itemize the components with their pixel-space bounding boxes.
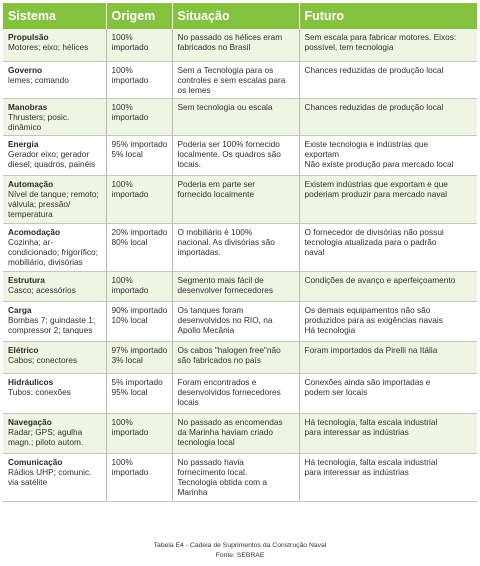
system-detail-line: magn.; piloto autom. <box>8 436 84 447</box>
situacao-line: Sem a Tecnologia para os <box>177 64 274 75</box>
futuro-line: Existem indústrias que exportam e que <box>304 178 448 189</box>
cell-situacao <box>172 301 299 341</box>
cell-sistema <box>3 453 106 501</box>
futuro-line: Condições de avanço e aperfeiçoamento <box>304 274 456 285</box>
system-detail-line: Motores; eixo; hélices <box>8 42 89 52</box>
futuro-line: Os demais equipamentos não são <box>304 304 431 315</box>
futuro-line: Conexões ainda são importadas e <box>304 376 431 387</box>
system-name: Automação <box>8 178 54 189</box>
cell-origem <box>106 135 172 175</box>
cell-sistema <box>3 301 106 341</box>
cell-situacao <box>172 341 299 373</box>
system-detail-line: mobiliário, divisórias <box>8 256 83 267</box>
cell-situacao <box>172 413 299 453</box>
table-body <box>3 29 477 501</box>
system-detail-line: Nível de tanque; remoto; <box>8 188 99 199</box>
cell-futuro <box>299 341 477 373</box>
futuro-line: para interessar as indústrias <box>304 426 409 437</box>
cell-sistema <box>3 271 106 301</box>
origem-line: importado <box>111 284 149 295</box>
system-detail-line: válvula; pressão/ <box>8 198 71 209</box>
table-row <box>3 453 477 501</box>
cell-sistema <box>3 413 106 453</box>
table-row <box>3 341 477 373</box>
futuro-line: possível, tem tecnologia <box>304 42 394 52</box>
system-detail-line: lemes; comando <box>8 74 69 85</box>
system-detail-line: Radar; GPS; agulha <box>8 426 83 437</box>
futuro-line: produzidos para as exigências navais <box>304 314 443 325</box>
cell-sistema <box>3 373 106 413</box>
cell-futuro <box>299 453 477 501</box>
cell-origem <box>106 29 172 61</box>
table-row <box>3 29 477 61</box>
origem-line: 100% <box>111 274 133 285</box>
system-name: Hidráulicos <box>8 376 54 387</box>
origem-line: 100% <box>111 416 133 427</box>
futuro-line: Sem escala para fabricar motores. Eixos: <box>304 32 457 42</box>
situacao-line: Segmento mais fácil de <box>177 274 264 285</box>
table-source: Fonte: SEBRAE <box>215 552 265 559</box>
system-detail-line: dinâmico <box>8 121 42 132</box>
cell-situacao <box>172 61 299 98</box>
cell-situacao <box>172 175 299 223</box>
table-row <box>3 135 477 175</box>
cell-futuro <box>299 135 477 175</box>
futuro-line: podem ser locais <box>304 386 368 397</box>
origem-line: 20% importado <box>111 226 168 237</box>
system-detail-line: Cabos; conectores <box>8 354 78 365</box>
table-row <box>3 413 477 453</box>
origem-line: 100% <box>111 101 133 112</box>
origem-line: 97% importado <box>111 344 168 355</box>
system-detail-line: Tubos; conexões <box>8 386 71 397</box>
system-name: Navegação <box>8 416 52 427</box>
futuro-line: naval <box>304 246 325 257</box>
cell-situacao <box>172 223 299 271</box>
origem-line: 95% local <box>111 386 148 397</box>
system-name: Energia <box>8 138 39 149</box>
origem-line: 100% <box>111 64 133 75</box>
futuro-line: para interessar as indústrias <box>304 466 409 477</box>
system-detail-line: Cozinha; ar- <box>8 236 54 247</box>
cell-origem <box>106 301 172 341</box>
situacao-line: Apollo Mecânia <box>177 324 235 335</box>
cell-sistema <box>3 135 106 175</box>
cell-origem <box>106 98 172 135</box>
header-origem: Origem <box>106 3 172 29</box>
cell-futuro <box>299 373 477 413</box>
system-detail-line: compressor 2; tanques <box>8 324 93 335</box>
situacao-line: Tecnologia obtida com a <box>177 476 267 487</box>
cell-origem <box>106 453 172 501</box>
futuro-line: Há tecnologia, falta escala industrial <box>304 456 438 467</box>
futuro-line: Há tecnologia <box>304 324 356 335</box>
system-detail-line: Thrusters; posic. <box>8 111 70 122</box>
situacao-line: desenvolvidos no RIO, na <box>177 314 273 325</box>
futuro-line: tecnologia atualizada para o padrão <box>304 236 437 247</box>
origem-line: 100% <box>111 32 133 42</box>
situacao-line: locais. <box>177 158 202 169</box>
situacao-line: No passado havia <box>177 456 244 467</box>
cell-situacao <box>172 29 299 61</box>
situacao-line: fornecido localmente <box>177 188 255 199</box>
origem-line: 90% importado <box>111 304 168 315</box>
futuro-line: exportam <box>304 148 340 159</box>
origem-line: importado <box>111 188 149 199</box>
situacao-line: são fabricados no país <box>177 354 261 365</box>
situacao-line: Poderia ser 100% fornecido <box>177 138 280 149</box>
cell-sistema <box>3 98 106 135</box>
origem-line: 95% importado <box>111 138 168 149</box>
header-sistema: Sistema <box>3 3 106 29</box>
situacao-line: Os cabos "halogen free"não <box>177 344 281 355</box>
system-detail-line: Rádios UHP; comunic. <box>8 466 92 477</box>
situacao-line: Os tanques foram <box>177 304 244 315</box>
futuro-line: Foram importados da Pirelli na Itália <box>304 344 438 355</box>
situacao-line: locais <box>177 396 199 407</box>
cell-origem <box>106 61 172 98</box>
situacao-line: fabricados no Brasil <box>177 42 251 52</box>
cell-situacao <box>172 373 299 413</box>
system-detail-line: Bombas 7; guindaste 1; <box>8 314 96 325</box>
cell-futuro <box>299 271 477 301</box>
situacao-line: No passado os hélices eram <box>177 32 283 42</box>
futuro-line: poderiam produzir para mercado naval <box>304 188 448 199</box>
origem-line: importado <box>111 111 149 122</box>
situacao-line: O mobiliário é 100% <box>177 226 253 237</box>
futuro-line: Há tecnologia, falta escala industrial <box>304 416 438 427</box>
cell-origem <box>106 223 172 271</box>
table-row <box>3 61 477 98</box>
situacao-line: Foram encontrados e <box>177 376 257 387</box>
situacao-line: localmente. Os quadros são <box>177 148 281 159</box>
cell-situacao <box>172 135 299 175</box>
table-header-row <box>3 3 477 29</box>
cell-origem <box>106 271 172 301</box>
table-row <box>3 223 477 271</box>
cell-futuro <box>299 98 477 135</box>
supply-chain-table <box>3 3 477 502</box>
situacao-line: No passado as encomendas <box>177 416 283 427</box>
cell-origem <box>106 175 172 223</box>
cell-situacao <box>172 453 299 501</box>
origem-line: 3% local <box>111 354 143 365</box>
cell-origem <box>106 341 172 373</box>
system-name: Elétrico <box>8 344 39 355</box>
system-detail-line: condicionado; frigorífico; <box>8 246 98 257</box>
system-detail-line: Gerador eixo; gerador <box>8 148 90 159</box>
cell-sistema <box>3 29 106 61</box>
origem-line: importado <box>111 466 149 477</box>
futuro-line: Chances reduzidas de produção local <box>304 101 444 112</box>
table-row <box>3 301 477 341</box>
system-detail-line: via satélite <box>8 476 48 487</box>
origem-line: 100% <box>111 178 133 189</box>
table-row <box>3 373 477 413</box>
situacao-line: Marinha <box>177 486 208 497</box>
situacao-line: desenvolver fornecedores <box>177 284 273 295</box>
futuro-line: O fornecedor de divisórias não possui <box>304 226 444 237</box>
cell-sistema <box>3 61 106 98</box>
cell-futuro <box>299 223 477 271</box>
origem-line: importado <box>111 42 149 52</box>
system-name: Acomodação <box>8 226 61 237</box>
origem-line: importado <box>111 426 149 437</box>
table-row <box>3 98 477 135</box>
situacao-line: fornecimento local. <box>177 466 248 477</box>
system-detail-line: diesel; quadros, painéis <box>8 158 96 169</box>
futuro-line: Existe tecnologia e indústrias que <box>304 138 429 149</box>
system-name: Governo <box>8 64 43 75</box>
table-row <box>3 175 477 223</box>
futuro-line: Chances reduzidas de produção local <box>304 64 444 75</box>
table-row <box>3 271 477 301</box>
origem-line: 10% local <box>111 314 148 325</box>
system-name: Propulsão <box>8 32 49 42</box>
situacao-line: os lemes <box>177 84 211 95</box>
system-detail-line: Casco; acessórios <box>8 284 76 295</box>
situacao-line: Poderia em parte ser <box>177 178 255 189</box>
origem-line: importado <box>111 74 149 85</box>
header-situacao: Situação <box>172 3 299 29</box>
system-name: Manobras <box>8 101 48 112</box>
cell-futuro <box>299 301 477 341</box>
cell-origem <box>106 413 172 453</box>
cell-origem <box>106 373 172 413</box>
system-detail-line: temperatura <box>8 208 53 219</box>
situacao-line: nacional. As divisórias são <box>177 236 275 247</box>
origem-line: 5% local <box>111 148 143 159</box>
system-name: Comunicação <box>8 456 63 467</box>
origem-line: 80% local <box>111 236 148 247</box>
situacao-line: tecnologia local <box>177 436 235 447</box>
situacao-line: Sem tecnologia ou escala <box>177 101 273 112</box>
cell-sistema <box>3 175 106 223</box>
futuro-line: Não existe produção para mercado local <box>304 158 454 169</box>
table-caption: Tabela E4 - Cadeia de Suprimentos da Construção Naval <box>153 542 327 549</box>
cell-futuro <box>299 29 477 61</box>
origem-line: 5% importado <box>111 376 163 387</box>
cell-futuro <box>299 61 477 98</box>
situacao-line: importadas. <box>177 246 221 257</box>
situacao-line: desenvolvidos fornecedores <box>177 386 281 397</box>
cell-situacao <box>172 98 299 135</box>
cell-futuro <box>299 175 477 223</box>
header-futuro: Futuro <box>299 3 477 29</box>
situacao-line: controles e sem escalas para <box>177 74 286 85</box>
system-name: Estrutura <box>8 274 45 285</box>
cell-futuro <box>299 413 477 453</box>
cell-situacao <box>172 271 299 301</box>
cell-sistema <box>3 341 106 373</box>
origem-line: 100% <box>111 456 133 467</box>
cell-sistema <box>3 223 106 271</box>
system-name: Carga <box>8 304 32 315</box>
situacao-line: da Marinha haviam criado <box>177 426 273 437</box>
